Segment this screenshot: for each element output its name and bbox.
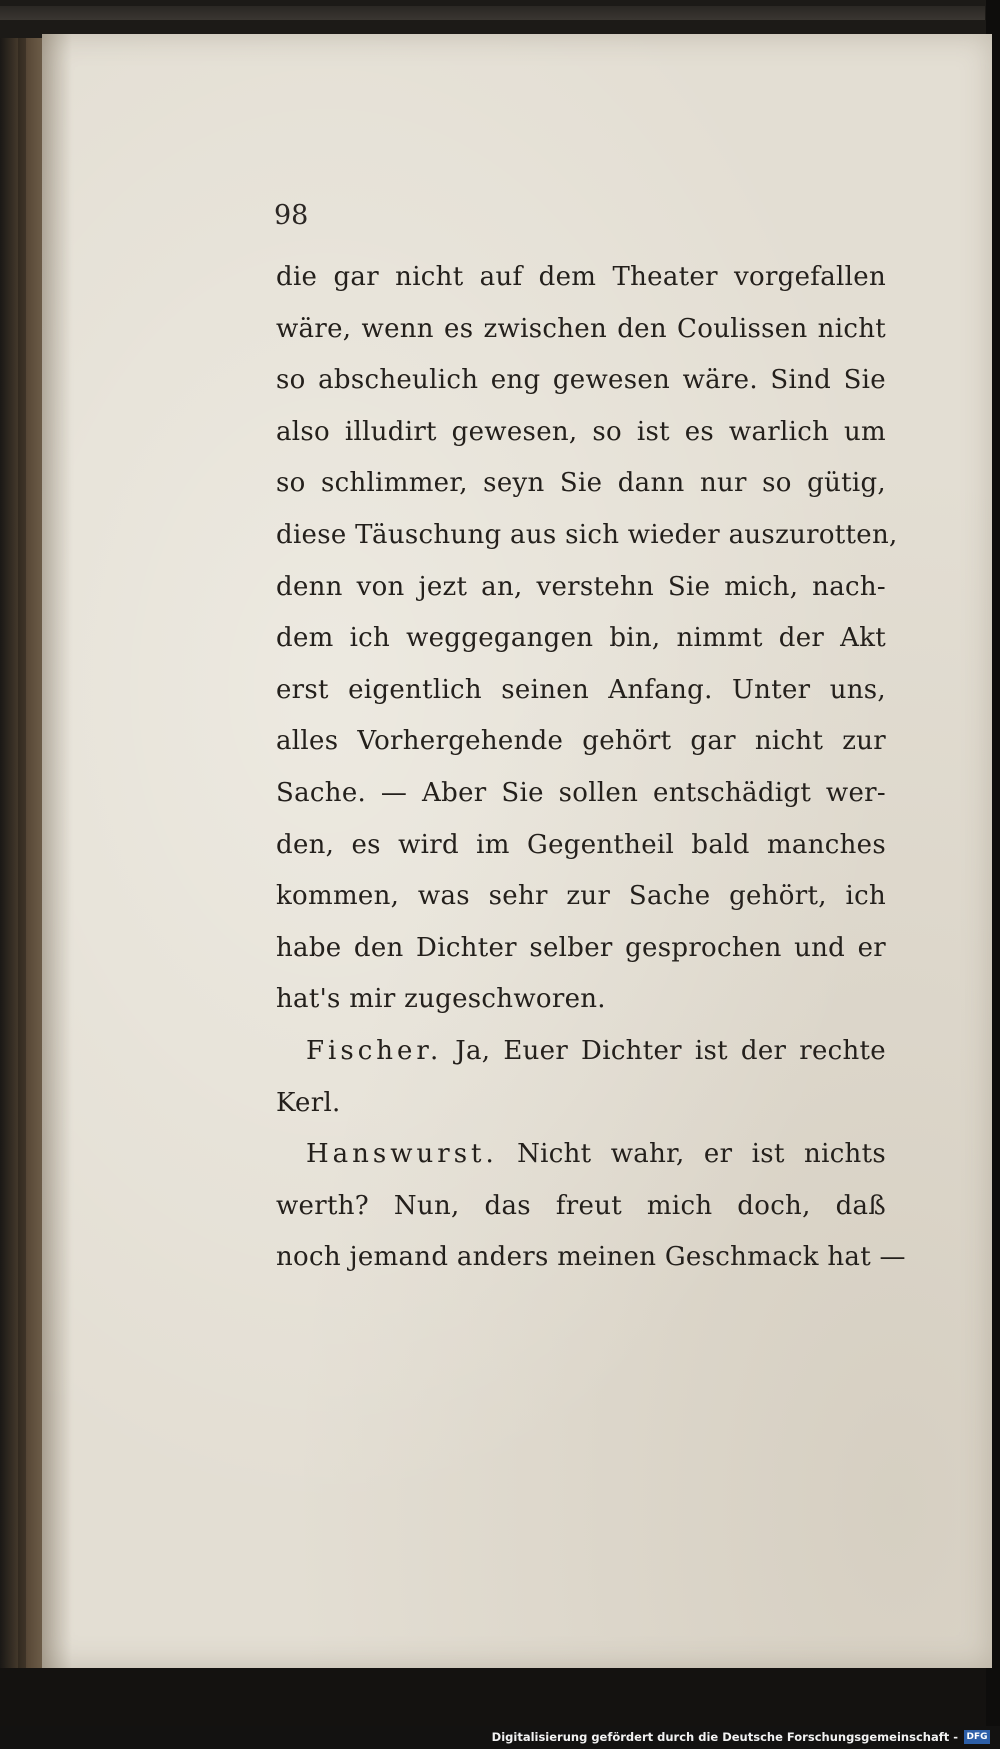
text-line: Sache. — Aber Sie sollen entschädigt wer- [276,777,886,808]
text-line: kommen, was sehr zur Sache gehört, ich [276,881,886,912]
speaker-name: Fischer. [306,1035,443,1066]
spine-shadow [18,38,26,1668]
text-line: den, es wird im Gegentheil bald manches [276,829,886,860]
speech-hanswurst [276,1129,886,1181]
text-line: habe den Dichter selber gesprochen und er [276,932,886,963]
digitization-footer [0,1726,1000,1749]
scan-top-edge [0,0,1000,38]
speech-text: Nicht wahr, er ist nichts [517,1139,886,1170]
text-line: die gar nicht auf dem Theater vorgefallen [276,262,886,292]
text-line: so schlimmer, seyn Sie dann nur so gütig, [276,468,886,499]
text-line: wäre, wenn es zwischen den Coulissen nicht [276,313,886,344]
funding-credit: Digitalisierung gefördert durch die Deutsche Forschungsgemeinschaft - [491,1730,958,1744]
speech-text: Ja, Euer Dichter ist der rechte [455,1035,886,1066]
text-line: hat's mir zugeschworen. [276,984,606,1015]
text-line: diese Täuschung aus sich wieder auszurotten, [276,519,898,550]
text-line: alles Vorhergehende gehört gar nicht zur [276,726,886,757]
text-line: erst eigentlich seinen Anfang. Unter uns, [276,674,886,705]
book-cover-edge [0,6,985,20]
text-line: Kerl. [276,1087,341,1118]
text-line: noch jemand anders meinen Geschmack hat — [276,1242,906,1273]
page-number: 98 [274,200,309,231]
text-line: denn von jezt an, verstehn Sie mich, nach- [276,571,886,602]
text-line: so abscheulich eng gewesen wäre. Sind Sie [276,365,886,396]
speech-fischer [276,1026,886,1078]
text-line: also illudirt gewesen, so ist es warlich um [276,416,886,447]
dfg-logo: DFG [964,1730,990,1744]
page-text [276,252,906,1284]
text-line: werth? Nun, das freut mich doch, daß [276,1190,886,1221]
text-line: dem ich weggegangen bin, nimmt der Akt [276,623,886,654]
speaker-name: Hanswurst. [306,1139,498,1170]
